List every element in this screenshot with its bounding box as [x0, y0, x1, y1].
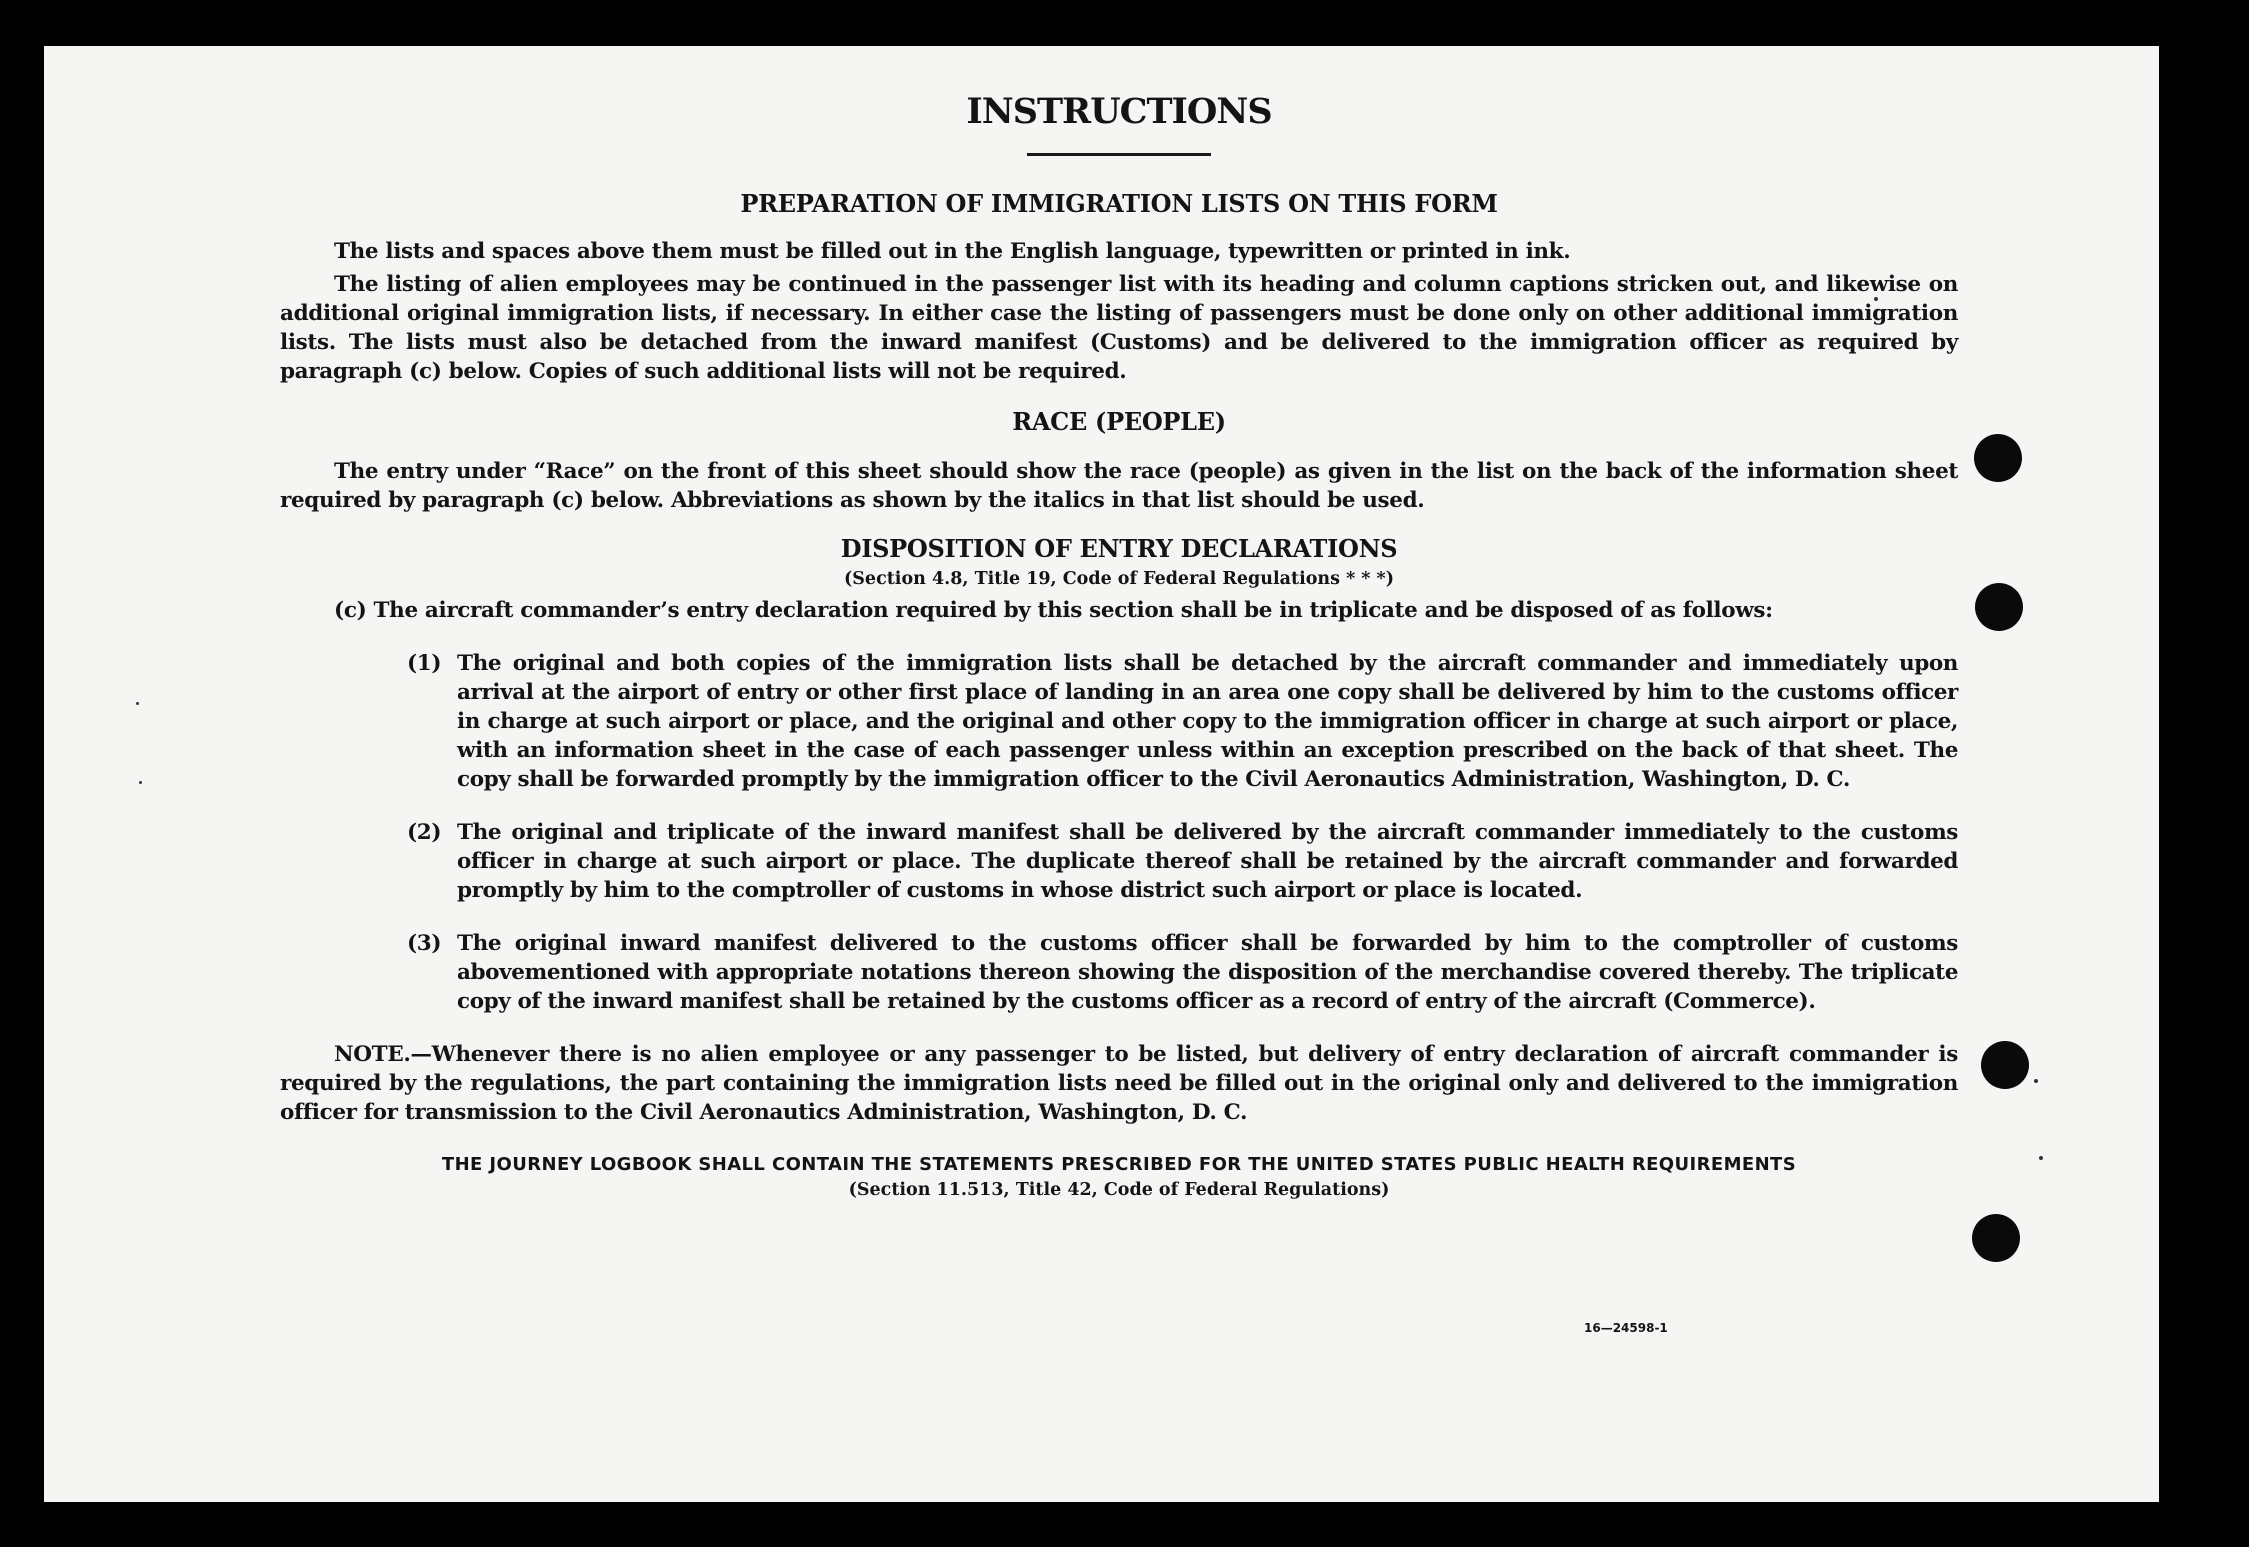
- form-number: 16—24598-1: [1584, 1321, 1668, 1335]
- section-heading-race: RACE (PEOPLE): [1012, 406, 1226, 436]
- title-underline: [1027, 153, 1211, 156]
- punch-hole-icon: [1972, 1214, 2020, 1262]
- race-paragraph: The entry under “Race” on the front of this sheet should show the race (people) as given in the list on the back of the information sheet required by paragraph (c) below. Abbreviations as shown by the italics in that list should be used.: [280, 458, 1958, 513]
- section-heading-preparation: PREPARATION OF IMMIGRATION LISTS ON THIS FORM: [740, 189, 1498, 218]
- list-item-text: The original and both copies of the immigration lists shall be detached by the aircraft commander and immediately upon arrival at the airport of entry or other first place of landing in an area one copy shall be delivered by him to the customs officer in charge at such airport or place, and the original and other copy to the immigration officer in charge at such airport or place, with an information sheet in the case of each passenger unless within an exception prescribed on the back of that sheet. The copy shall be forwarded promptly by the immigration officer to the Civil Aeronautics Administration, Washington, D. C.: [457, 650, 1958, 792]
- paragraph-c: (c) The aircraft commander’s entry declaration required by this section shall be in triplicate and be disposed of as follows:: [334, 597, 1773, 623]
- section-heading-disposition: DISPOSITION OF ENTRY DECLARATIONS: [840, 533, 1398, 563]
- punch-hole-icon: [1981, 1041, 2029, 1089]
- note-paragraph: NOTE.—Whenever there is no alien employee or any passenger to be listed, but delivery of entry declaration of aircraft commander is required by the regulations, the part containing the immigration lists need be filled out in the original only and delivered to the immigration officer for transmission to the Civil Aeronautics Administration, Washington, D. C.: [280, 1041, 1958, 1125]
- list-item: [407, 929, 1958, 1016]
- page-title: INSTRUCTIONS: [966, 91, 1272, 132]
- list-item-number: (3): [407, 930, 442, 956]
- disposition-citation: (Section 4.8, Title 19, Code of Federal Regulations * * *): [844, 569, 1394, 590]
- instructions-body: [280, 91, 1958, 1207]
- preparation-paragraph-2: The listing of alien employees may be continued in the passenger list with its heading and column captions stricken out, and likewise on additional original immigration lists, if necessary. In either case the listing of passengers must be done only on other additional immigration lists. The lists must also be detached from the inward manifest (Customs) and be delivered to the immigration officer as required by paragraph (c) below. Copies of such additional lists will not be required.: [280, 271, 1958, 384]
- list-item-number: (2): [407, 819, 442, 845]
- speck-mark: [139, 781, 142, 784]
- speck-mark: [2039, 1156, 2043, 1160]
- list-item: [407, 649, 1958, 794]
- speck-mark: [136, 702, 139, 705]
- punch-hole-icon: [1975, 583, 2023, 631]
- list-item-text: The original inward manifest delivered to the customs officer shall be forwarded by him to the comptroller of customs abovementioned with appropriate notations thereon showing the disposition of the merchandise covered thereby. The triplicate copy of the inward manifest shall be retained by the customs officer as a record of entry of the aircraft (Commerce).: [457, 930, 1958, 1014]
- list-item: [407, 818, 1958, 905]
- speck-mark: [1874, 297, 1878, 301]
- health-requirements-citation: (Section 11.513, Title 42, Code of Federal Regulations): [848, 1180, 1390, 1201]
- preparation-paragraph-1: The lists and spaces above them must be filled out in the English language, typewritten or printed in ink.: [334, 238, 1571, 264]
- speck-mark: [2034, 1079, 2038, 1083]
- health-requirements-notice: THE JOURNEY LOGBOOK SHALL CONTAIN THE STATEMENTS PRESCRIBED FOR THE UNITED STATES PUBLIC HEALTH REQUIREMENTS: [441, 1153, 1797, 1175]
- list-item-number: (1): [407, 650, 442, 676]
- list-item-text: The original and triplicate of the inward manifest shall be delivered by the aircraft commander immediately to the customs officer in charge at such airport or place. The duplicate thereof shall be retained by the aircraft commander and forwarded promptly by him to the comptroller of customs in whose district such airport or place is located.: [457, 819, 1958, 903]
- document-page: [44, 46, 2159, 1502]
- punch-hole-icon: [1974, 434, 2022, 482]
